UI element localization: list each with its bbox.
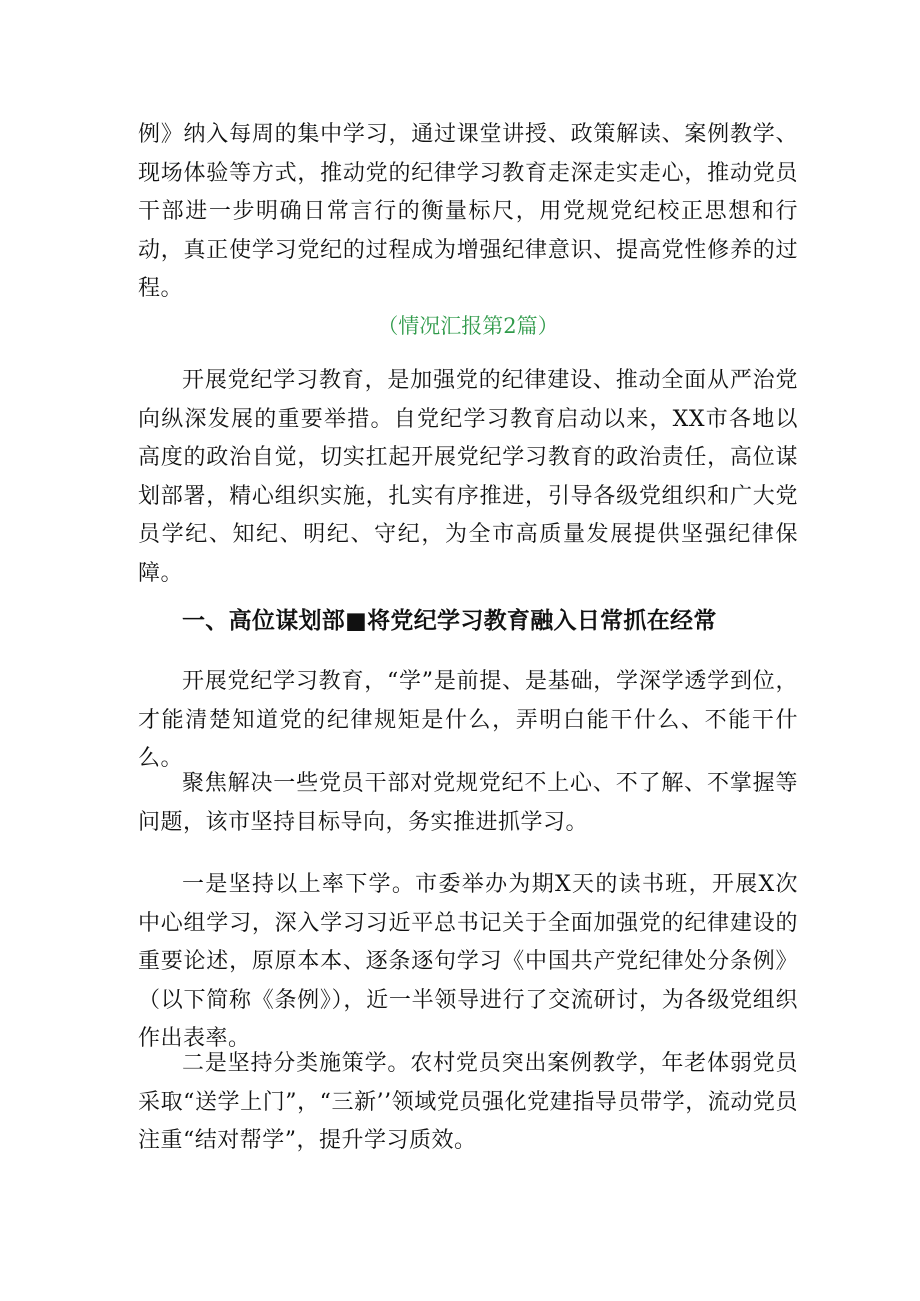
paragraph-point-one: 一是坚持以上率下学。市委举办为期X天的读书班，开展X次中心组学习，深入学习习近平总书记关于全面加强党的纪律建设的重要论述，原原本本、逐条逐句学习《中国共产党纪律处分条例》（以下简称《条例》），近一半领导进行了交流研讨，为各级党组织作出表率。 [138,872,798,1051]
paragraph-problem-focus: 聚焦解决一些党员干部对党规党纪不上心、不了解、不掌握等问题，该市坚持目标导向，务实推进抓学习。 [138,771,798,835]
paragraph-point-two: 二是坚持分类施策学。农村党员突出案例教学，年老体弱党员采取“送学上门”，“三新’’领域党员强化党建指导员带学，流动党员注重“结对帮学”，提升学习质效。 [138,1051,798,1153]
paragraph-learning-premise: 开展党纪学习教育，“学”是前提、是基础，学深学透学到位，才能清楚知道党的纪律规矩是什么，弄明白能干什么、不能干什么。 [138,669,798,771]
section-heading-1: 一、高位谋划部■将党纪学习教育融入日常抓在经常 [182,608,717,634]
paragraph-intro-continuation: 例》纳入每周的集中学习，通过课堂讲授、政策解读、案例教学、现场体验等方式，推动党的纪律学习教育走深走实走心，推动党员干部进一步明确日常言行的衡量标尺，用党规党纪校正思想和行动，真正使学习党纪的过程成为增强纪律意识、提高党性修养的过程。 [138,122,798,301]
paragraph-overview: 开展党纪学习教育，是加强党的纪律建设、推动全面从严治党向纵深发展的重要举措。自党纪学习教育启动以来，XX市各地以高度的政治自觉，切实扛起开展党纪学习教育的政治责任，高位谋划部署，精心组织实施，扎实有序推进，引导各级党组织和广大党员学纪、知纪、明纪、守纪，为全市高质量发展提供坚强纪律保障。 [138,368,798,586]
section-subtitle: （情况汇报第2篇） [377,314,559,338]
